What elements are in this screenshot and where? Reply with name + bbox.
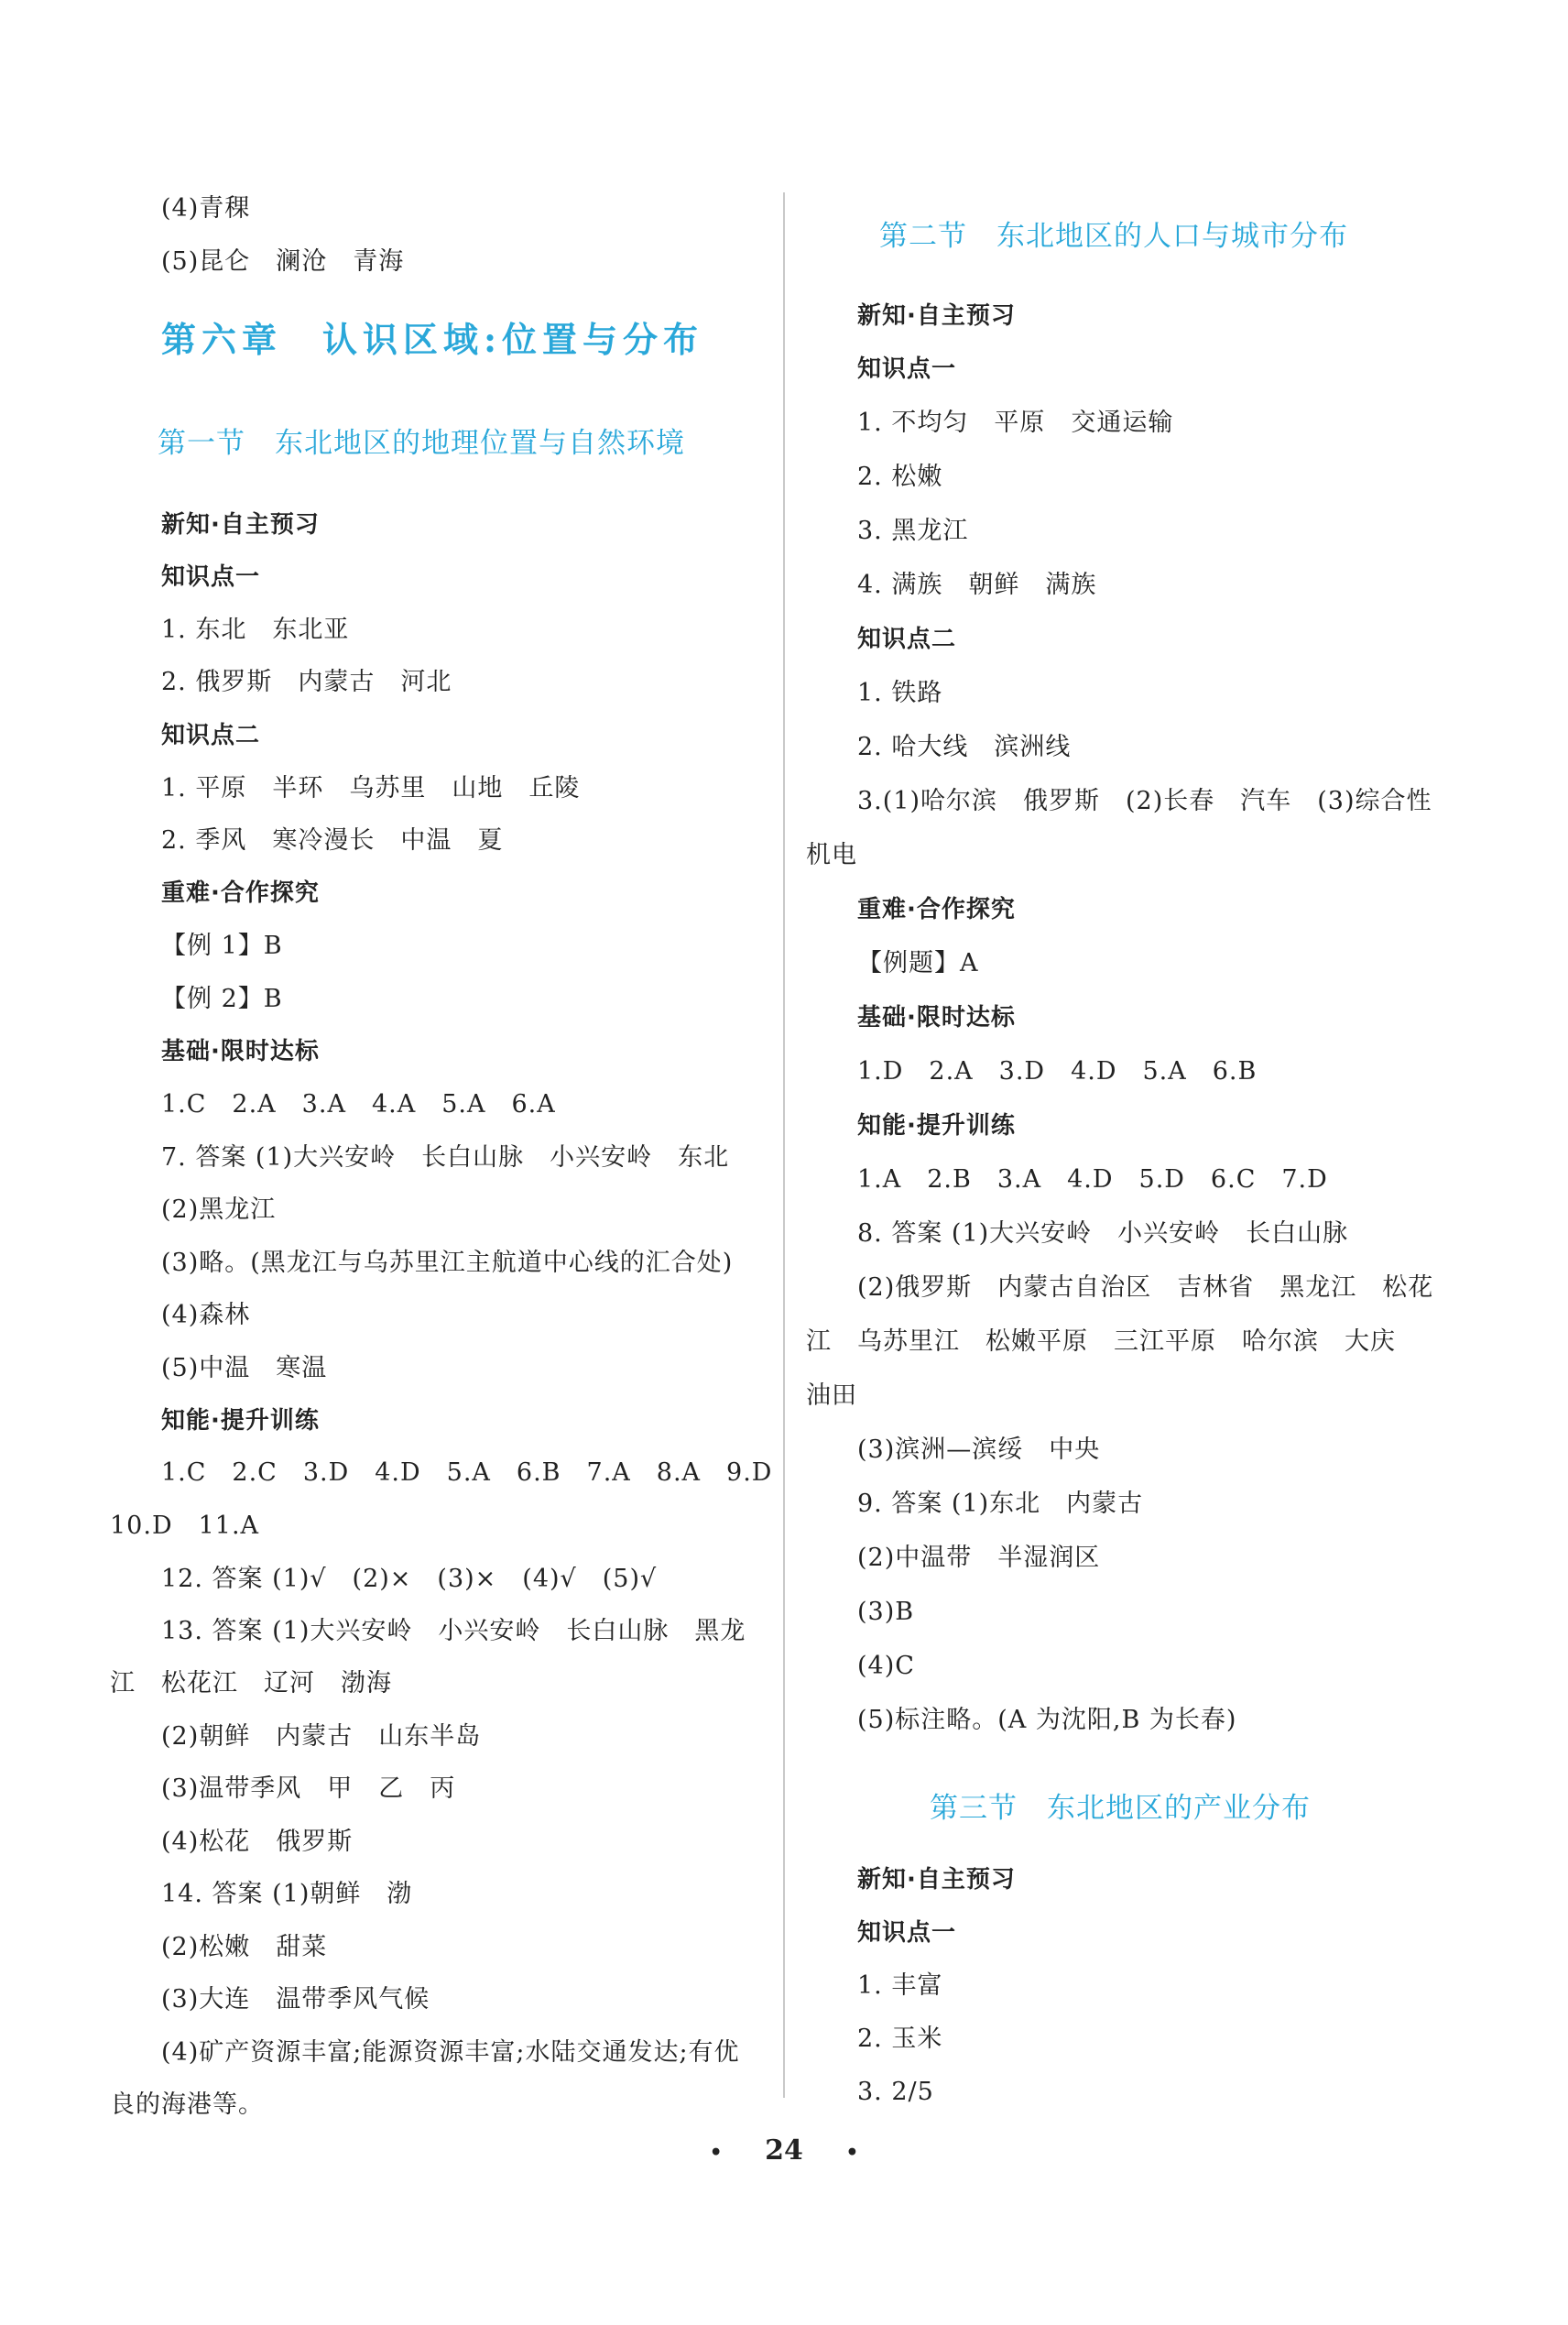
answer-line: (2)朝鲜 内蒙古 山东半岛 [161,1722,482,1751]
page-number [0,2134,1568,2167]
answer-line: 【例 2】B [161,985,283,1013]
subsection-heading: 知识点一 [857,355,957,383]
answer-line: 2. 季风 寒冷漫长 中温 夏 [161,826,504,855]
answer-line: 【例 1】B [161,932,283,960]
answer-line: (3)大连 温带季风气候 [161,1985,430,2014]
answer-line: 江 松花江 辽河 渤海 [110,1669,392,1697]
answer-line: 3. 黑龙江 [857,517,969,545]
answer-line: 3.(1)哈尔滨 俄罗斯 (2)长春 汽车 (3)综合性 [857,787,1432,815]
answer-line: (5)标注略。(A 为沈阳,B 为长春) [857,1706,1237,1734]
answer-line: 1.C 2.A 3.A 4.A 5.A 6.A [161,1090,556,1119]
subsection-heading: 新知·自主预习 [857,1866,1016,1894]
answer-line: (3)滨洲—滨绥 中央 [857,1435,1101,1464]
subsection-heading: 知能·提升训练 [857,1112,1016,1140]
page-dot-left: • [709,2141,723,2165]
answer-line: (4)青稞 [161,194,251,223]
answer-line: (2)俄罗斯 内蒙古自治区 吉林省 黑龙江 松花 [857,1273,1434,1302]
subsection-heading: 新知·自主预习 [161,511,320,539]
answer-line: (4)松花 俄罗斯 [161,1828,354,1856]
answer-line: 13. 答案 (1)大兴安岭 小兴安岭 长白山脉 黑龙 [161,1617,746,1645]
answer-line: 1. 东北 东北亚 [161,616,350,644]
answer-line: 1. 平原 半环 乌苏里 山地 丘陵 [161,774,581,802]
answer-line: (4)森林 [161,1301,251,1329]
answer-line: 2. 松嫩 [857,463,943,491]
answer-line: 良的海港等。 [110,2090,264,2119]
answer-line: 【例题】A [857,949,979,977]
answer-line: (2)中温带 半湿润区 [857,1544,1101,1572]
answer-line: (3)略。(黑龙江与乌苏里江主航道中心线的汇合处) [161,1249,734,1277]
answer-line: 1. 丰富 [857,1971,943,2000]
page-number-value: 24 [765,2134,803,2167]
answer-line: 1. 不均匀 平原 交通运输 [857,409,1174,437]
answer-line: 4. 满族 朝鲜 满族 [857,571,1097,599]
subsection-heading: 知识点一 [857,1919,957,1947]
answer-line: 12. 答案 (1)√ (2)× (3)× (4)√ (5)√ [161,1565,658,1593]
chapter-title: 第六章 认识区域:位置与分布 [161,319,704,360]
answer-line: 机电 [806,841,857,869]
answer-line: (5)中温 寒温 [161,1354,328,1382]
subsection-heading: 基础·限时达标 [161,1038,320,1065]
subsection-heading: 知识点二 [857,626,957,653]
section-title: 第二节 东北地区的人口与城市分布 [879,220,1348,253]
subsection-heading: 知能·提升训练 [161,1407,320,1435]
answer-line: (2)松嫩 甜菜 [161,1933,328,1961]
answer-line: 2. 哈大线 滨洲线 [857,733,1072,761]
subsection-heading: 新知·自主预习 [857,302,1016,330]
section-title: 第一节 东北地区的地理位置与自然环境 [158,427,685,460]
answer-line: 7. 答案 (1)大兴安岭 长白山脉 小兴安岭 东北 [161,1143,730,1172]
answer-line: 1. 铁路 [857,679,943,707]
answer-line: 9. 答案 (1)东北 内蒙古 [857,1490,1144,1518]
subsection-heading: 重难·合作探究 [161,879,320,907]
answer-line: (4)矿产资源丰富;能源资源丰富;水陆交通发达;有优 [161,2038,740,2067]
answer-line: (2)黑龙江 [161,1195,277,1224]
subsection-heading: 知识点一 [161,563,261,591]
page-dot-right: • [845,2141,859,2165]
answer-line: (3)B [857,1598,915,1626]
answer-line: 江 乌苏里江 松嫩平原 三江平原 哈尔滨 大庆 [806,1327,1396,1356]
answer-line: (4)C [857,1652,915,1680]
answer-line: (5)昆仑 澜沧 青海 [161,247,405,276]
answer-line: 10.D 11.A [110,1512,260,1540]
answer-line: 1.D 2.A 3.D 4.D 5.A 6.B [857,1057,1258,1086]
answer-line: (3)温带季风 甲 乙 丙 [161,1774,456,1803]
section-title: 第三节 东北地区的产业分布 [930,1792,1311,1825]
answer-line: 2. 玉米 [857,2025,943,2053]
answer-line: 油田 [806,1381,857,1410]
column-divider [783,192,785,2098]
answer-line: 3. 2/5 [857,2078,934,2106]
subsection-heading: 基础·限时达标 [857,1004,1016,1032]
answer-line: 2. 俄罗斯 内蒙古 河北 [161,668,452,696]
answer-line: 8. 答案 (1)大兴安岭 小兴安岭 长白山脉 [857,1219,1349,1248]
subsection-heading: 知识点二 [161,722,261,749]
answer-line: 14. 答案 (1)朝鲜 渤 [161,1880,413,1908]
answer-line: 1.A 2.B 3.A 4.D 5.D 6.C 7.D [857,1165,1328,1194]
answer-line: 1.C 2.C 3.D 4.D 5.A 6.B 7.A 8.A 9.D [161,1458,773,1487]
subsection-heading: 重难·合作探究 [857,896,1016,923]
